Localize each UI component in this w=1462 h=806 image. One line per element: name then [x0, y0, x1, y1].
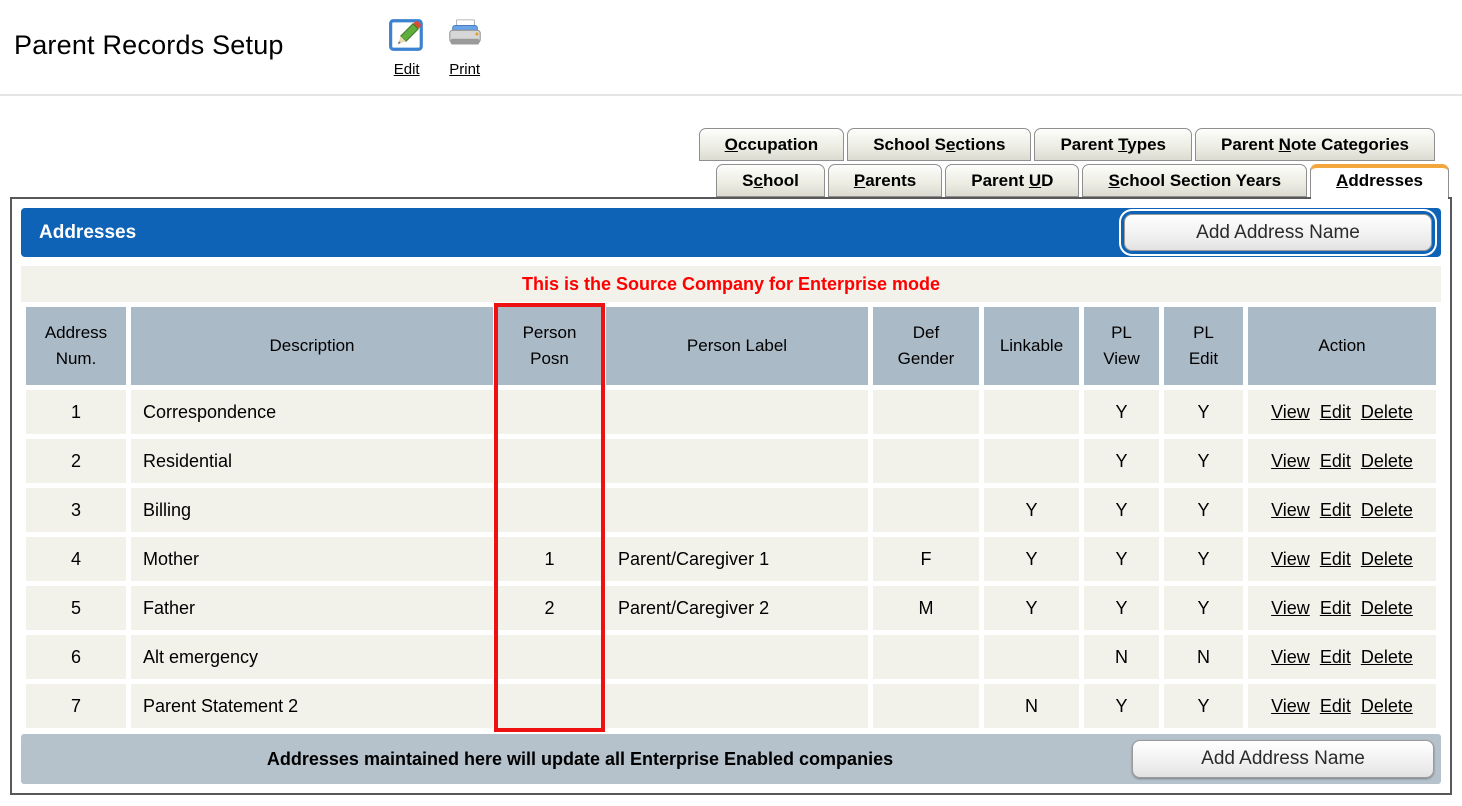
cell-linkable [984, 635, 1079, 679]
edit-label[interactable]: Edit [393, 61, 420, 78]
cell-address-num: 5 [26, 586, 126, 630]
edit-link[interactable]: Edit [1319, 695, 1351, 716]
tab-addresses[interactable]: Addresses [1310, 164, 1449, 197]
cell-description: Billing [131, 488, 493, 532]
col-header-linkable: Linkable [984, 307, 1079, 385]
tab-occupation[interactable]: Occupation [699, 128, 845, 161]
edit-icon [388, 16, 426, 59]
view-link[interactable]: View [1271, 499, 1310, 520]
delete-link[interactable]: Delete [1360, 646, 1413, 667]
col-header-person-label: Person Label [606, 307, 868, 385]
cell-person-posn [498, 390, 601, 434]
cell-linkable: Y [984, 488, 1079, 532]
tab-parents[interactable]: Parents [828, 164, 942, 197]
source-company-notice: This is the Source Company for Enterprise mode [521, 273, 941, 294]
tab-row-1 [699, 128, 1435, 161]
table-row [26, 390, 1436, 434]
cell-pl-view: Y [1084, 390, 1159, 434]
cell-person-label [606, 635, 868, 679]
col-header-def-gender: Def Gender [873, 307, 979, 385]
col-header-pl-view: PL View [1084, 307, 1159, 385]
edit-link[interactable]: Edit [1319, 597, 1351, 618]
col-header-person-posn: Person Posn [498, 307, 601, 385]
add-address-name-button-top[interactable]: Add Address Name [1124, 214, 1432, 251]
cell-pl-edit: N [1164, 635, 1243, 679]
addresses-panel [10, 197, 1452, 795]
table-row [26, 439, 1436, 483]
cell-pl-edit: Y [1164, 537, 1243, 581]
cell-description: Parent Statement 2 [131, 684, 493, 728]
edit-link[interactable]: Edit [1319, 450, 1351, 471]
delete-link[interactable]: Delete [1360, 401, 1413, 422]
cell-description: Correspondence [131, 390, 493, 434]
delete-link[interactable]: Delete [1360, 450, 1413, 471]
table-row [26, 488, 1436, 532]
table-row [26, 537, 1436, 581]
panel-title: Addresses [39, 221, 137, 243]
cell-linkable: N [984, 684, 1079, 728]
cell-def-gender [873, 635, 979, 679]
view-link[interactable]: View [1271, 597, 1310, 618]
delete-link[interactable]: Delete [1360, 695, 1413, 716]
cell-description: Alt emergency [131, 635, 493, 679]
cell-pl-view: Y [1084, 488, 1159, 532]
cell-description: Father [131, 586, 493, 630]
cell-person-posn [498, 439, 601, 483]
cell-person-posn [498, 635, 601, 679]
tab-parent-types[interactable]: Parent Types [1034, 128, 1192, 161]
page-header [0, 0, 1462, 94]
delete-link[interactable]: Delete [1360, 548, 1413, 569]
cell-address-num: 2 [26, 439, 126, 483]
col-header-address-num-: Address Num. [26, 307, 126, 385]
tab-bar [0, 128, 1462, 197]
cell-person-posn: 1 [498, 537, 601, 581]
tab-school-sections[interactable]: School Sections [847, 128, 1031, 161]
col-header-action: Action [1248, 307, 1436, 385]
cell-action [1248, 488, 1436, 532]
cell-pl-edit: Y [1164, 439, 1243, 483]
cell-def-gender: F [873, 537, 979, 581]
cell-linkable [984, 439, 1079, 483]
cell-person-label [606, 390, 868, 434]
panel-title-bar [21, 208, 1441, 257]
cell-pl-view: Y [1084, 439, 1159, 483]
view-link[interactable]: View [1271, 695, 1310, 716]
cell-def-gender [873, 439, 979, 483]
table-row [26, 635, 1436, 679]
cell-action [1248, 684, 1436, 728]
cell-linkable: Y [984, 537, 1079, 581]
cell-linkable: Y [984, 586, 1079, 630]
cell-pl-view: Y [1084, 537, 1159, 581]
cell-person-label [606, 488, 868, 532]
delete-link[interactable]: Delete [1360, 499, 1413, 520]
edit-link[interactable]: Edit [1319, 646, 1351, 667]
col-header-pl-edit: PL Edit [1164, 307, 1243, 385]
cell-pl-edit: Y [1164, 586, 1243, 630]
table-row [26, 684, 1436, 728]
tab-parent-ud[interactable]: Parent UD [945, 164, 1079, 197]
edit-link[interactable]: Edit [1319, 548, 1351, 569]
cell-pl-view: Y [1084, 684, 1159, 728]
cell-action [1248, 537, 1436, 581]
cell-description: Residential [131, 439, 493, 483]
tab-row-2 [716, 164, 1449, 197]
cell-pl-edit: Y [1164, 488, 1243, 532]
cell-description: Mother [131, 537, 493, 581]
print-icon [446, 16, 484, 59]
cell-person-label: Parent/Caregiver 2 [606, 586, 868, 630]
cell-person-posn: 2 [498, 586, 601, 630]
addresses-table [21, 302, 1441, 733]
footer-note: Addresses maintained here will update all Enterprise Enabled companies [266, 748, 894, 769]
cell-person-posn [498, 684, 601, 728]
tab-school[interactable]: School [716, 164, 825, 197]
cell-action [1248, 439, 1436, 483]
cell-person-label [606, 439, 868, 483]
page-title: Parent Records Setup [14, 30, 284, 60]
cell-person-label [606, 684, 868, 728]
cell-def-gender [873, 390, 979, 434]
edit-button[interactable] [388, 16, 426, 78]
cell-pl-edit: Y [1164, 684, 1243, 728]
cell-pl-view: Y [1084, 586, 1159, 630]
cell-address-num: 7 [26, 684, 126, 728]
footer-bar [21, 734, 1441, 784]
edit-link[interactable]: Edit [1319, 401, 1351, 422]
view-link[interactable]: View [1271, 548, 1310, 569]
toolbar [388, 16, 484, 78]
print-button[interactable] [446, 16, 484, 78]
table-wrap [21, 302, 1441, 733]
cell-pl-edit: Y [1164, 390, 1243, 434]
print-label[interactable]: Print [449, 61, 481, 78]
view-link[interactable]: View [1271, 646, 1310, 667]
col-header-description: Description [131, 307, 493, 385]
cell-def-gender [873, 684, 979, 728]
view-link[interactable]: View [1271, 401, 1310, 422]
cell-address-num: 1 [26, 390, 126, 434]
cell-linkable [984, 390, 1079, 434]
cell-address-num: 4 [26, 537, 126, 581]
cell-action [1248, 586, 1436, 630]
cell-action [1248, 635, 1436, 679]
edit-link[interactable]: Edit [1319, 499, 1351, 520]
cell-person-posn [498, 488, 601, 532]
cell-action [1248, 390, 1436, 434]
delete-link[interactable]: Delete [1360, 597, 1413, 618]
cell-def-gender: M [873, 586, 979, 630]
add-address-name-button-bottom[interactable]: Add Address Name [1132, 740, 1434, 778]
tab-parent-note-categories[interactable]: Parent Note Categories [1195, 128, 1435, 161]
header-divider [0, 94, 1462, 96]
table-row [26, 586, 1436, 630]
cell-pl-view: N [1084, 635, 1159, 679]
tab-school-section-years[interactable]: School Section Years [1082, 164, 1307, 197]
cell-person-label: Parent/Caregiver 1 [606, 537, 868, 581]
cell-address-num: 6 [26, 635, 126, 679]
notice-row [21, 266, 1441, 302]
view-link[interactable]: View [1271, 450, 1310, 471]
cell-address-num: 3 [26, 488, 126, 532]
cell-def-gender [873, 488, 979, 532]
